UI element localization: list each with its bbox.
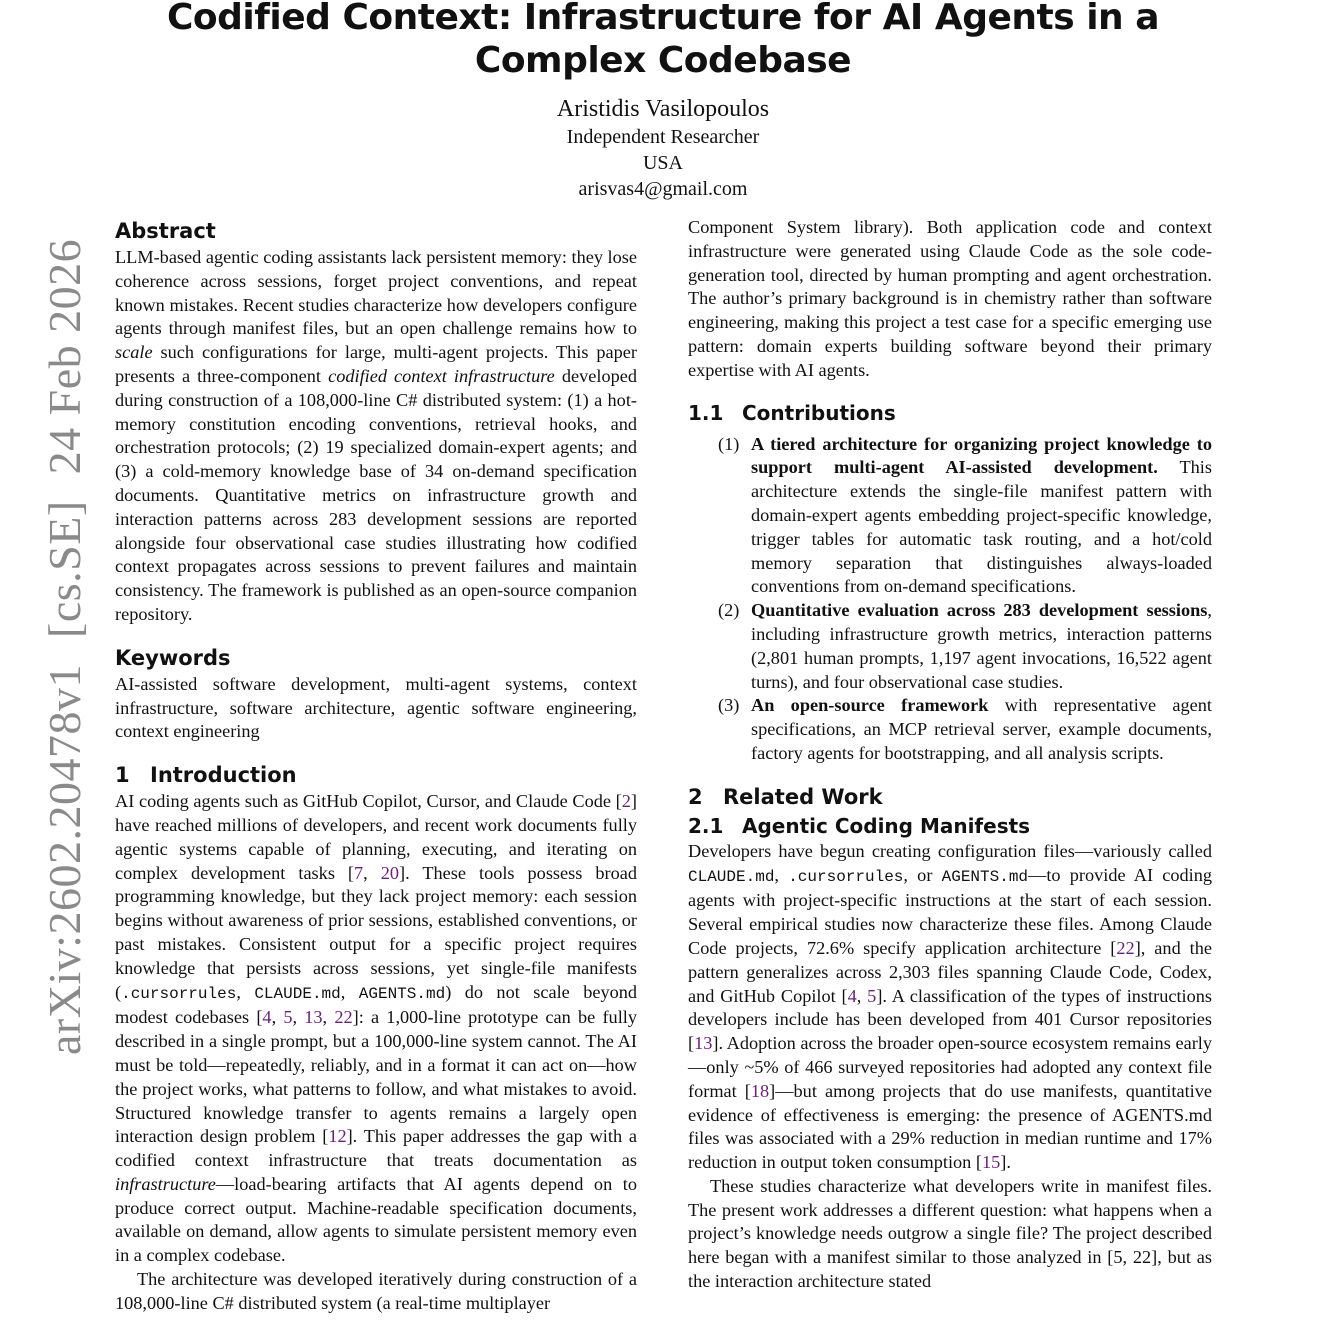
citation-link[interactable]: 2 bbox=[621, 791, 631, 812]
intro-continued-text: Component System library). Both application code and context infrastructure were generated using Claude Code as the sole code-generation tool, directed by human prompting and agent orchestration. The author’s primary background is in chemistry rather than software engineering, making this project a test case for a specific emerging use pattern: domain experts building software beyond their primary expertise with AI agents. bbox=[688, 217, 1212, 380]
citation-link[interactable]: 18 bbox=[750, 1080, 770, 1101]
author-country: USA bbox=[642, 152, 683, 174]
citation-link[interactable]: 15 bbox=[981, 1152, 1001, 1173]
left-column bbox=[115, 216, 637, 1316]
author-name: Aristidis Vasilopoulos bbox=[556, 96, 770, 122]
manifests-heading: 2.1 Agentic Coding Manifests bbox=[688, 813, 1031, 838]
contributions-heading: 1.1 Contributions bbox=[688, 400, 896, 425]
citation-link[interactable]: 13 bbox=[304, 1007, 323, 1028]
citation-link[interactable]: 22 bbox=[1116, 937, 1135, 958]
list-item: (1) A tiered architecture for organizing project knowledge to support multi-agent AI-assisted development. This architecture extends the single-file manifest pattern with domain-expert agents embedding project-specific knowledge, trigger tables for automatic task routing, and a hot/cold memory separation that distinguishes always-loaded conventions from on-demand specifications. bbox=[718, 433, 1212, 597]
keywords-text: AI-assisted software development, multi-agent systems, context infrastructure, software architecture, agentic software engineering, context engineering bbox=[115, 673, 637, 742]
citation-link[interactable]: 12 bbox=[328, 1126, 347, 1147]
author-email: arisvas4@gmail.com bbox=[578, 178, 748, 200]
author-block bbox=[363, 94, 963, 202]
citation-link[interactable]: 13 bbox=[694, 1033, 713, 1054]
citation-link[interactable]: 5 bbox=[283, 1007, 293, 1028]
citation-link[interactable]: 7 bbox=[354, 862, 364, 883]
list-item: (3) An open-source framework with representative agent specifications, an MCP retrieval server, example documents, factory agents for bootstrapping, and all analysis scripts. bbox=[718, 695, 1212, 763]
arxiv-category: [cs.SE] bbox=[39, 500, 90, 638]
abstract-text: LLM-based agentic coding assistants lack persistent memory: they lose coherence across sessions, forget project conventions, and repeat known mistakes. Recent studies characterize how developers configure agents through manifest files, but an open challenge remains how to scale such configurations for large, multi-agent projects. This paper presents a three-component codified context infrastructure developed during construction of a 108,000-line C# distributed system: (1) a hot-memory constitution encoding conventions, retrieval hooks, and orchestration protocols; (2) 19 specialized domain-expert agents; and (3) a cold-memory knowledge base of 34 on-demand specification documents. Quantitative metrics on infrastructure growth and interaction patterns across 283 development sessions are reported alongside four observational case studies illustrating how codified context propagates across sessions to prevent failures and maintain consistency. The framework is published as an open-source companion repository. bbox=[115, 247, 637, 624]
keywords-heading: Keywords bbox=[115, 645, 231, 670]
list-item: (2) Quantitative evaluation across 283 development sessions, including infrastructure growth metrics, interaction patterns (2,801 human prompts, 1,197 agent invocations, 16,522 agent turns), and four observational case studies. bbox=[718, 600, 1212, 692]
citation-link[interactable]: 5 bbox=[867, 985, 877, 1006]
citation-link[interactable]: 4 bbox=[262, 1007, 272, 1028]
author-affiliation: Independent Researcher bbox=[566, 126, 760, 148]
intro-heading: 1 Introduction bbox=[115, 763, 297, 788]
related-work-heading: 2 Related Work bbox=[688, 784, 883, 809]
intro-paragraph-2: The architecture was developed iteratively during construction of a 108,000-line C# distributed system (a real-time multiplayer bbox=[115, 1269, 637, 1313]
citation-link[interactable]: 4 bbox=[847, 985, 857, 1006]
right-column bbox=[688, 216, 1212, 1294]
arxiv-id: arXiv:2602.20478v1 bbox=[39, 663, 90, 1055]
manifests-paragraph-2: These studies characterize what developers write in manifest files. The present work addresses a different question: what happens when a project’s knowledge needs outgrow a single file? The project described here began with a manifest similar to those analyzed in [5, 22], but as the interaction architecture stated bbox=[688, 1175, 1212, 1292]
arxiv-margin-stamp bbox=[38, 238, 91, 1055]
citation-link[interactable]: 20 bbox=[380, 862, 400, 883]
citation-link[interactable]: 22 bbox=[334, 1007, 353, 1028]
paper-title: Codified Context: Infrastructure for AI Agents in a Complex Codebase bbox=[167, 0, 1159, 81]
manifests-paragraph-1: Developers have begun creating configuration files—variously called CLAUDE.md, .cursorrules, or AGENTS.md—to provide AI coding agents with project-specific instructions at the start of each session. Several empirical studies now characterize these files. Among Claude Code projects, 72.6% specify application architecture [22], and the pattern generalizes across 2,303 files spanning Claude Code, Codex, and GitHub Copilot [4, 5]. A classification of the types of instructions developers include has been developed from 401 Cursor repositories [13]. Adoption across the broader open-source ecosystem remains early—only ~5% of 466 surveyed repositories had adopted any context file format [18]—but among projects that do use manifests, quantitative evidence of effectiveness is emerging: the presence of AGENTS.md files was associated with a 29% reduction in median runtime and 17% reduction in output token consumption [15]. bbox=[688, 840, 1213, 1173]
arxiv-date: 24 Feb 2026 bbox=[39, 238, 90, 475]
abstract-heading: Abstract bbox=[115, 219, 216, 243]
contributions-list bbox=[688, 433, 1212, 766]
intro-paragraph-1: AI coding agents such as GitHub Copilot, Cursor, and Claude Code [2] have reached millions of developers, and recent work documents fully agentic systems capable of planning, executing, and iterating on complex development tasks [7, 20]. These tools possess broad programming knowledge, but they lack project memory: each session begins without awareness of prior sessions, established conventions, or past mistakes. Consistent output for a specific project requires knowledge that persists across sessions, yet single-file manifests (.cursorrules, CLAUDE.md, AGENTS.md) do not scale beyond modest codebases [4, 5, 13, 22]: a 1,000-line prototype can be fully described in a single prompt, but a 100,000-line system cannot. The AI must be told—repeatedly, reliably, and in a format it can act on—how the project works, what patterns to follow, and what mistakes to avoid. Structured knowledge transfer to agents remains a largely open interaction design problem [12]. This paper addresses the gap with a codified context infrastructure that treats documentation as infrastructure—load-bearing artifacts that AI agents depend on to produce correct output. Machine-readable specification documents, available on demand, allow agents to simulate persistent memory even in a complex codebase. bbox=[115, 791, 638, 1266]
